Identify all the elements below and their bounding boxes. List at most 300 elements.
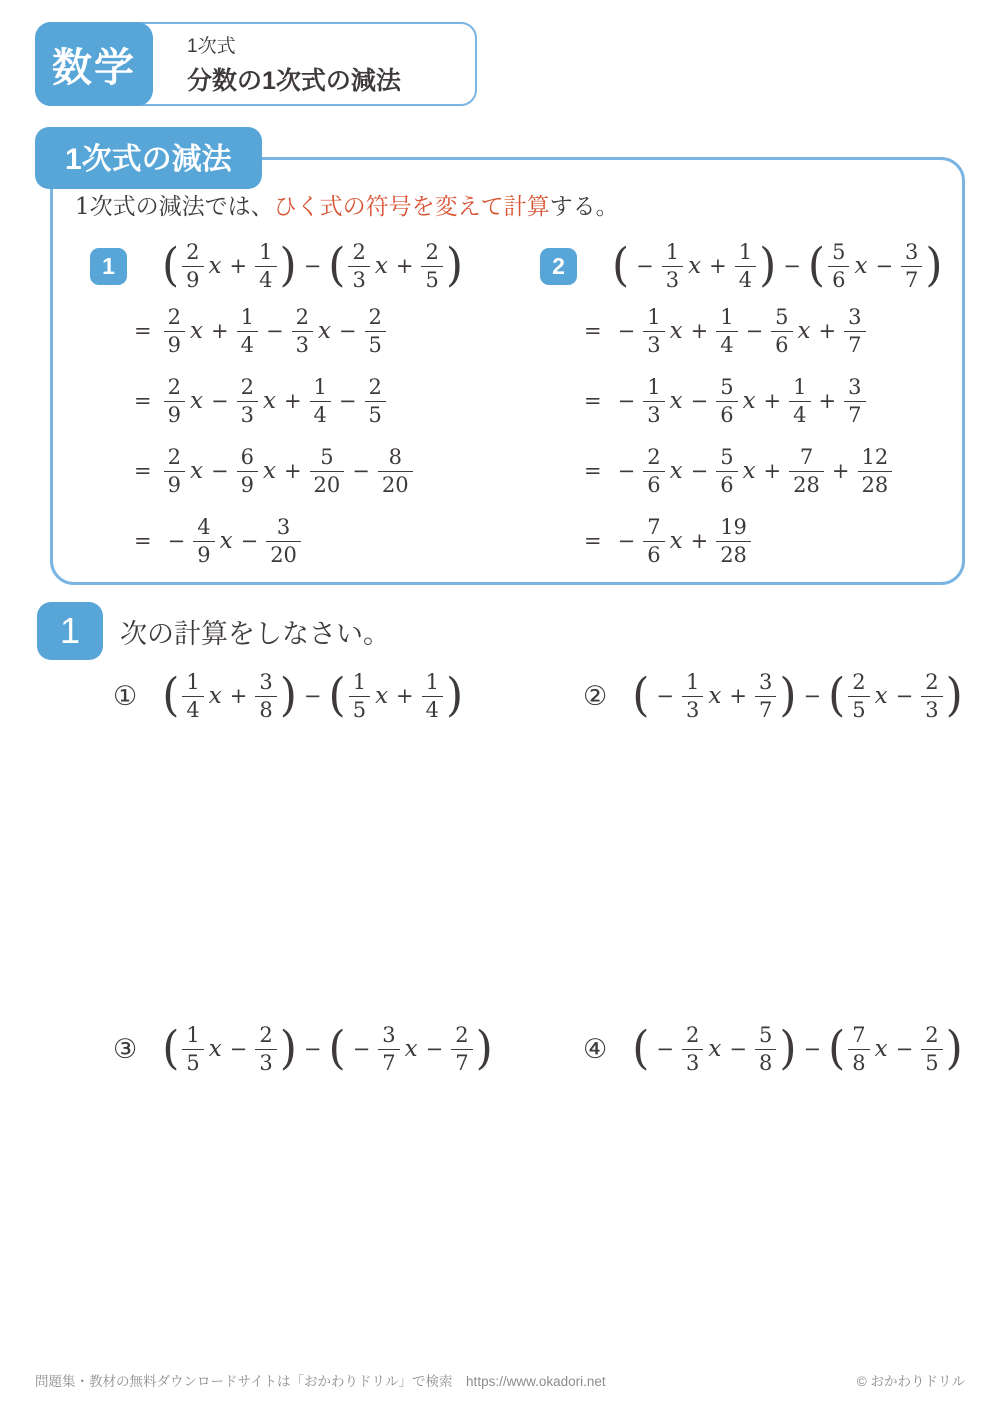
denominator: 5 <box>848 696 869 721</box>
variable-x: x <box>669 318 683 344</box>
operator: + <box>818 319 837 343</box>
paren: ( <box>162 668 180 723</box>
paren: ( <box>828 668 846 723</box>
numerator: 2 <box>167 444 181 469</box>
fraction <box>164 444 185 497</box>
denominator: 5 <box>365 331 386 356</box>
numerator: 3 <box>848 374 862 399</box>
numerator: 2 <box>167 304 181 329</box>
numerator: 2 <box>167 374 181 399</box>
variable-x: x <box>189 458 203 484</box>
fraction <box>755 1022 776 1075</box>
derivation-line <box>584 366 944 436</box>
denominator: 6 <box>643 541 664 566</box>
explanation-box-label: 1次式の減法 <box>35 127 262 189</box>
numerator: 1 <box>425 669 440 694</box>
numerator: 7 <box>647 514 661 539</box>
example-badge: 1 <box>90 248 127 285</box>
derivation-line <box>134 366 464 436</box>
operator: − <box>303 1037 322 1061</box>
numerator: 2 <box>368 304 382 329</box>
variable-x: x <box>317 318 331 344</box>
fraction <box>237 374 258 427</box>
denominator: 3 <box>237 401 258 426</box>
operator: − <box>229 1037 248 1061</box>
numerator: 2 <box>259 1022 273 1047</box>
operator: − <box>210 389 229 413</box>
example-header-row <box>540 236 944 296</box>
fraction <box>378 1022 399 1075</box>
operator: + <box>283 389 302 413</box>
operator: − <box>352 1037 371 1061</box>
variable-x: x <box>262 458 276 484</box>
operator: = <box>584 529 602 553</box>
variable-x: x <box>375 683 389 709</box>
derivation-line <box>134 436 464 506</box>
operator: − <box>338 389 357 413</box>
fraction <box>310 444 345 497</box>
numerator: 2 <box>295 304 309 329</box>
problem-2 <box>583 662 964 730</box>
paren: ( <box>828 1021 846 1076</box>
numerator: 5 <box>720 374 734 399</box>
numerator: 1 <box>720 304 734 329</box>
math-expression <box>584 374 868 427</box>
numerator: 5 <box>758 1022 773 1047</box>
numerator: 6 <box>240 444 254 469</box>
numerator: 8 <box>388 444 402 469</box>
example-1 <box>90 236 464 576</box>
denominator: 7 <box>901 266 922 291</box>
variable-x: x <box>797 318 811 344</box>
paren: ( <box>162 1021 180 1076</box>
operator: − <box>617 389 636 413</box>
denominator: 3 <box>348 266 369 291</box>
math-expression <box>161 668 464 723</box>
operator: = <box>134 319 152 343</box>
fraction <box>643 514 664 567</box>
math-expression <box>134 514 303 567</box>
paren: ) <box>925 238 943 293</box>
numerator: 1 <box>240 304 254 329</box>
numerator: 2 <box>852 669 866 694</box>
numerator: 7 <box>852 1022 866 1047</box>
operator: = <box>584 389 602 413</box>
denominator: 6 <box>716 471 737 496</box>
numerator: 2 <box>240 374 254 399</box>
paren: ( <box>612 238 630 293</box>
operator: − <box>745 319 764 343</box>
fraction <box>901 239 922 292</box>
variable-x: x <box>374 253 388 279</box>
denominator: 3 <box>682 696 703 721</box>
denominator: 4 <box>789 401 810 426</box>
numerator: 2 <box>925 669 939 694</box>
fraction <box>292 304 313 357</box>
fraction <box>349 669 370 722</box>
operator: − <box>729 1037 747 1061</box>
operator: = <box>134 529 152 553</box>
operator: + <box>395 254 414 278</box>
denominator: 6 <box>771 331 792 356</box>
fraction <box>255 669 276 722</box>
operator: − <box>210 459 229 483</box>
fraction <box>716 444 737 497</box>
denominator: 9 <box>164 471 185 496</box>
numerator: 1 <box>186 669 200 694</box>
fraction <box>182 1022 203 1075</box>
fraction <box>828 239 849 292</box>
paren: ) <box>446 668 464 723</box>
denominator: 3 <box>662 266 683 291</box>
numerator: 1 <box>647 374 661 399</box>
section-1-badge: 1 <box>37 602 103 660</box>
paren: ) <box>779 668 797 723</box>
denominator: 5 <box>365 401 386 426</box>
denominator: 4 <box>422 696 443 721</box>
fraction <box>848 1022 869 1075</box>
denominator: 4 <box>716 331 737 356</box>
denominator: 3 <box>292 331 313 356</box>
numerator: 2 <box>368 374 382 399</box>
fraction <box>682 1022 703 1075</box>
operator: + <box>690 529 709 553</box>
intro-text-after: する。 <box>549 194 619 220</box>
numerator: 19 <box>720 514 747 539</box>
paren: ( <box>807 238 826 293</box>
numerator: 1 <box>686 669 700 694</box>
derivation-line <box>584 296 944 366</box>
operator: + <box>709 254 727 278</box>
fraction <box>771 304 792 357</box>
denominator: 6 <box>828 266 849 291</box>
denominator: 4 <box>237 331 258 356</box>
denominator: 4 <box>182 696 203 721</box>
numerator: 5 <box>775 304 789 329</box>
fraction <box>858 444 893 497</box>
operator: − <box>425 1037 444 1061</box>
problem-4 <box>583 1015 964 1083</box>
denominator: 4 <box>735 266 756 291</box>
operator: − <box>352 459 370 483</box>
denominator: 7 <box>451 1049 472 1074</box>
variable-x: x <box>189 318 203 344</box>
operator: − <box>895 1037 914 1061</box>
variable-x: x <box>874 1036 888 1062</box>
denominator: 20 <box>266 541 301 566</box>
operator: = <box>584 319 602 343</box>
section-1-instruction: 次の計算をしなさい。 <box>120 619 390 650</box>
fraction <box>255 239 276 292</box>
problem-1 <box>113 662 464 730</box>
fraction <box>643 374 664 427</box>
numerator: 3 <box>758 669 773 694</box>
denominator: 4 <box>310 401 331 426</box>
subject-badge: 数学 <box>35 22 153 106</box>
fraction <box>643 304 664 357</box>
math-expression <box>631 1021 964 1076</box>
operator: + <box>210 319 229 343</box>
fraction <box>237 444 258 497</box>
numerator: 3 <box>382 1022 396 1047</box>
operator: + <box>229 254 248 278</box>
fraction <box>844 304 865 357</box>
fraction <box>735 239 756 292</box>
example-2 <box>540 236 944 576</box>
paren: ( <box>328 1021 346 1076</box>
variable-x: x <box>708 683 722 709</box>
worksheet-title: 分数の1次式の減法 <box>187 67 401 95</box>
operator: − <box>303 254 322 278</box>
denominator: 5 <box>349 696 370 721</box>
operator: − <box>617 319 636 343</box>
numerator: 2 <box>352 239 366 264</box>
fraction <box>844 374 865 427</box>
numerator: 1 <box>665 239 680 264</box>
denominator: 7 <box>844 331 865 356</box>
operator: + <box>396 684 414 708</box>
math-expression <box>611 238 944 293</box>
footer-copyright: © おかわりドリル <box>856 1374 965 1389</box>
paren: ( <box>162 238 180 293</box>
math-expression <box>584 514 753 567</box>
denominator: 6 <box>643 471 664 496</box>
fraction <box>716 374 737 427</box>
footer-site-info: 問題集・教材の無料ダウンロードサイトは「おかわりドリル」で検索 https://www.okadori.net <box>35 1374 606 1389</box>
numerator: 3 <box>848 304 862 329</box>
denominator: 9 <box>164 401 185 426</box>
operator: + <box>831 459 850 483</box>
fraction <box>716 514 751 567</box>
fraction <box>348 239 369 292</box>
fraction <box>755 669 776 722</box>
fraction <box>182 239 203 292</box>
denominator: 9 <box>164 331 185 356</box>
numerator: 1 <box>738 239 753 264</box>
numerator: 7 <box>799 444 814 469</box>
footer <box>35 1370 965 1390</box>
fraction <box>789 444 824 497</box>
fraction <box>266 514 301 567</box>
problem-3 <box>113 1015 494 1083</box>
variable-x: x <box>854 253 868 279</box>
denominator: 8 <box>755 1049 776 1074</box>
numerator: 2 <box>425 239 439 264</box>
variable-x: x <box>688 253 702 279</box>
fraction <box>789 374 810 427</box>
operator: + <box>729 684 747 708</box>
numerator: 5 <box>832 239 846 264</box>
operator: − <box>656 684 674 708</box>
fraction <box>716 304 737 357</box>
paren: ) <box>945 668 963 723</box>
operator: − <box>240 529 259 553</box>
operator: − <box>803 684 822 708</box>
paren: ) <box>475 1021 493 1076</box>
operator: = <box>584 459 602 483</box>
problem-number: ② <box>583 680 608 712</box>
math-expression <box>584 444 894 497</box>
fraction <box>921 1022 942 1075</box>
denominator: 5 <box>921 1049 942 1074</box>
math-expression <box>161 1021 494 1076</box>
paren: ) <box>279 238 297 293</box>
variable-x: x <box>874 683 888 709</box>
denominator: 5 <box>421 266 442 291</box>
operator: − <box>617 459 636 483</box>
numerator: 1 <box>186 1022 200 1047</box>
operator: = <box>134 459 152 483</box>
operator: + <box>283 459 302 483</box>
fraction <box>662 239 683 292</box>
denominator: 7 <box>755 696 776 721</box>
denominator: 20 <box>310 471 345 496</box>
paren: ) <box>445 238 463 293</box>
fraction <box>193 514 214 567</box>
derivation-line <box>584 506 944 576</box>
denominator: 6 <box>716 401 737 426</box>
paren: ( <box>328 668 346 723</box>
denominator: 28 <box>858 471 893 496</box>
denominator: 3 <box>643 401 664 426</box>
numerator: 1 <box>647 304 661 329</box>
math-expression <box>584 304 868 357</box>
operator: − <box>265 319 284 343</box>
problem-number: ① <box>113 680 138 712</box>
example-header-row <box>90 236 464 296</box>
denominator: 3 <box>255 1049 276 1074</box>
fraction <box>182 669 203 722</box>
variable-x: x <box>669 528 683 554</box>
numerator: 4 <box>197 514 211 539</box>
fraction <box>921 669 942 722</box>
variable-x: x <box>742 388 756 414</box>
operator: + <box>818 389 837 413</box>
operator: − <box>783 254 801 278</box>
fraction <box>310 374 331 427</box>
numerator: 1 <box>352 669 367 694</box>
fraction <box>164 374 185 427</box>
denominator: 9 <box>182 266 203 291</box>
operator: − <box>895 684 914 708</box>
numerator: 1 <box>313 374 327 399</box>
denominator: 9 <box>237 471 258 496</box>
fraction <box>365 304 386 357</box>
paren: ) <box>945 1021 963 1076</box>
paren: ) <box>279 1021 297 1076</box>
derivation-line <box>584 436 944 506</box>
paren: ( <box>328 238 346 293</box>
variable-x: x <box>262 388 276 414</box>
numerator: 1 <box>259 239 273 264</box>
numerator: 3 <box>905 239 919 264</box>
operator: − <box>617 529 636 553</box>
variable-x: x <box>219 528 233 554</box>
fraction <box>848 669 869 722</box>
variable-x: x <box>742 458 756 484</box>
denominator: 7 <box>844 401 865 426</box>
denominator: 3 <box>643 331 664 356</box>
paren: ) <box>759 238 777 293</box>
math-expression <box>134 374 388 427</box>
derivation-line <box>134 506 464 576</box>
operator: − <box>803 1037 822 1061</box>
paren: ) <box>279 668 297 723</box>
numerator: 5 <box>720 444 734 469</box>
denominator: 9 <box>193 541 214 566</box>
numerator: 3 <box>276 514 291 539</box>
operator: − <box>875 254 894 278</box>
denominator: 5 <box>182 1049 203 1074</box>
math-expression <box>134 444 415 497</box>
numerator: 2 <box>186 239 200 264</box>
intro-text-before: 1次式の減法では、 <box>75 194 274 220</box>
variable-x: x <box>189 388 203 414</box>
numerator: 2 <box>686 1022 700 1047</box>
math-expression <box>161 238 464 293</box>
derivation-line <box>134 296 464 366</box>
denominator: 7 <box>378 1049 399 1074</box>
operator: − <box>167 529 186 553</box>
fraction <box>378 444 413 497</box>
unit-label: 1次式 <box>187 36 236 57</box>
fraction <box>365 374 386 427</box>
variable-x: x <box>404 1036 418 1062</box>
operator: − <box>690 459 709 483</box>
fraction <box>682 669 703 722</box>
denominator: 8 <box>255 696 276 721</box>
paren: ) <box>779 1021 797 1076</box>
numerator: 1 <box>793 374 807 399</box>
operator: = <box>134 389 152 413</box>
fraction <box>237 304 258 357</box>
denominator: 4 <box>255 266 276 291</box>
fraction <box>164 304 185 357</box>
operator: + <box>690 319 709 343</box>
denominator: 3 <box>921 696 942 721</box>
variable-x: x <box>708 1036 722 1062</box>
variable-x: x <box>208 253 222 279</box>
math-expression <box>134 304 388 357</box>
denominator: 3 <box>682 1049 703 1074</box>
operator: − <box>303 684 322 708</box>
denominator: 28 <box>716 541 751 566</box>
problem-number: ④ <box>583 1033 608 1065</box>
operator: − <box>636 254 654 278</box>
operator: + <box>763 389 782 413</box>
numerator: 3 <box>259 669 273 694</box>
problem-number: ③ <box>113 1033 138 1065</box>
denominator: 8 <box>848 1049 869 1074</box>
denominator: 20 <box>378 471 413 496</box>
variable-x: x <box>208 1036 222 1062</box>
variable-x: x <box>208 683 222 709</box>
paren: ( <box>632 668 650 723</box>
operator: + <box>763 459 782 483</box>
denominator: 28 <box>789 471 824 496</box>
intro-text-highlight: ひく式の符号を変えて計算 <box>273 194 550 220</box>
variable-x: x <box>669 388 683 414</box>
explanation-intro <box>75 188 619 221</box>
variable-x: x <box>669 458 683 484</box>
example-badge: 2 <box>540 248 577 285</box>
paren: ( <box>632 1021 650 1076</box>
numerator: 2 <box>455 1022 469 1047</box>
fraction <box>255 1022 276 1075</box>
fraction <box>422 669 443 722</box>
math-expression <box>631 668 964 723</box>
operator: + <box>229 684 248 708</box>
